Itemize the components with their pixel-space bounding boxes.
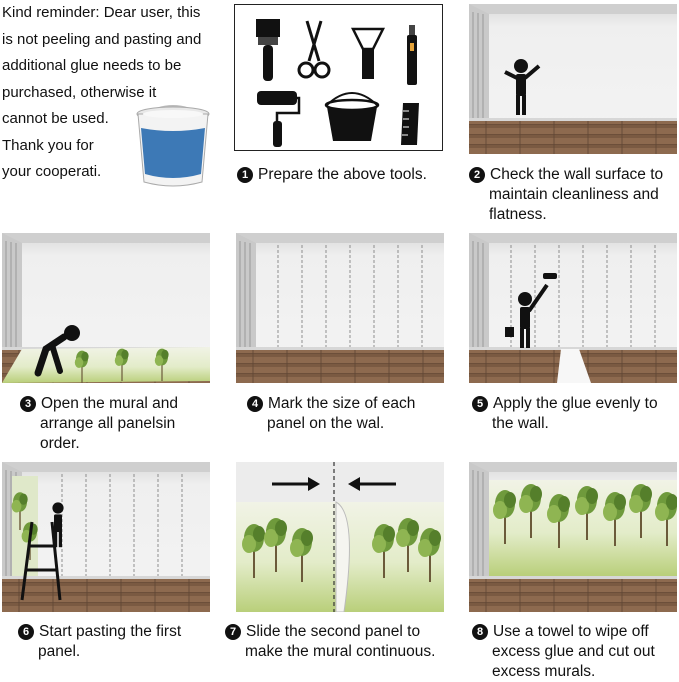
- step-number: 5: [472, 396, 488, 412]
- step-caption-3: 3 Open the mural and arrange all panelsin order.: [20, 394, 178, 454]
- step7-image: [236, 462, 444, 612]
- step-caption-5: 5 Apply the glue evenly to the wall.: [472, 394, 658, 434]
- step-number: 6: [18, 624, 34, 640]
- step-number: 3: [20, 396, 36, 412]
- scraper-icon: [351, 27, 385, 81]
- reminder-line: is not peeling and pasting and: [2, 30, 202, 48]
- step-caption-4: 4 Mark the size of each panel on the wal.: [247, 394, 415, 434]
- glue-bucket-icon: [132, 98, 214, 190]
- step-number: 8: [472, 624, 488, 640]
- reminder-line: purchased, otherwise it: [2, 83, 157, 101]
- reminder-line: your cooperati.: [2, 163, 102, 180]
- pail-icon: [323, 91, 381, 145]
- step-number: 4: [247, 396, 263, 412]
- paint-roller-icon: [255, 89, 301, 149]
- step-caption-6: 6 Start pasting the first panel.: [18, 622, 181, 662]
- reminder-line: cannot be used.: [2, 110, 109, 127]
- step-caption-2: 2 Check the wall surface to maintain cleanliness and flatness.: [469, 165, 663, 225]
- utility-knife-icon: [405, 23, 419, 87]
- step-number: 2: [469, 167, 485, 183]
- ruler-icon: [397, 101, 423, 147]
- paint-brush-icon: [253, 17, 283, 83]
- scissors-icon: [297, 19, 331, 81]
- reminder-line: Thank you for: [2, 136, 94, 154]
- step6-image: [2, 462, 210, 612]
- step-caption-1: 1 Prepare the above tools.: [237, 165, 427, 185]
- step3-image: [2, 233, 210, 383]
- step5-image: [469, 233, 677, 383]
- step8-image: [469, 462, 677, 612]
- step2-image: [469, 4, 677, 154]
- step-number: 1: [237, 167, 253, 183]
- reminder-line: Kind reminder: Dear user, this: [2, 4, 201, 21]
- step-caption-8: 8 Use a towel to wipe off excess glue and cut out excess murals.: [472, 622, 655, 682]
- step-number: 7: [225, 624, 241, 640]
- step-caption-7: 7 Slide the second panel to make the mural continuous.: [225, 622, 435, 662]
- tools-panel: [234, 4, 443, 151]
- step4-image: [236, 233, 444, 383]
- reminder-line: additional glue needs to be: [2, 57, 182, 74]
